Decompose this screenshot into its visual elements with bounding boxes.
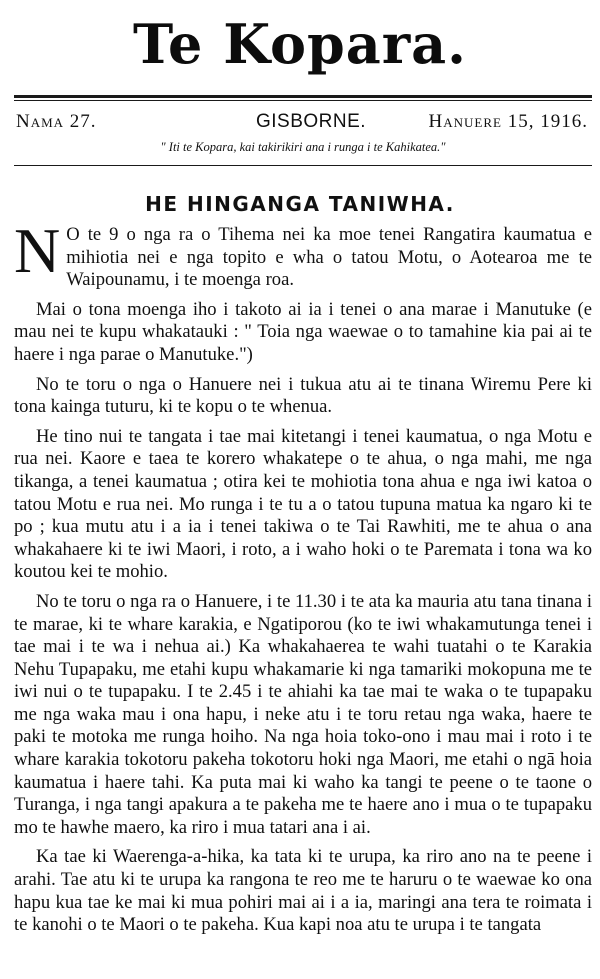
article-paragraph: No te toru o nga ra o Hanuere, i te 11.30 i te ata ka mauria atu tana tinana i te marae, ki te whare karakia, e Ngatiporou (ko te iwi whakamutunga tenei i tae mai i te wa i nehua ai.) Ka whakahaerea te wahi tuatahi o te Karakia Nehu Tupapaku, me etahi kupu whakamarie ki nga tamariki mokopuna me te iwi nui o te tupapaku. I te 2.45 i te ahiahi ka tae mai te waka o te tupapaku me nga waka mau i ona hapu, i neke atu i te toru retau nga waka, haere te paki te motoka me runga hoiho. Na nga hoia toko-ono i mau mai i roto i te whare karakia tokotoru pakeha tokotoru hoki nga Maori, me etahi o ngā hoia kaumatua i haere tahi. Ka puta mai ki waho ka tangi te peene o te taone o Turanga, i nga tangi apakura a te pakeha me te haere ano i mua o te tupapaku mo te hawhe maero, ka riro i mua tatari ana i ai. xyxy=(14,590,592,838)
article-paragraph: No te toru o nga o Hanuere nei i tukua atu ai te tinana Wiremu Pere ki tona kainga tuturu, ki te kopu o te whenua. xyxy=(14,373,592,418)
issue-line xyxy=(14,108,592,136)
article-paragraph: Ka tae ki Waerenga-a-hika, ka tata ki te urupa, ka riro ano na te peene i arahi. Tae atu ki te urupa ka rangona te reo me te haruru o te waewae ko ona hapu kua tae ke mai ki mua pohiri mai ai i a ia, maringi ana tera te roimata i te kanohi o te Maori o te pakeha. Kua kapi noa atu te urupa i te tangata xyxy=(14,846,592,936)
motto: " Iti te Kopara, kai takirikiri ana i runga i te Kahikatea." xyxy=(160,140,446,154)
drop-cap: N xyxy=(14,215,61,286)
article-paragraph: He tino nui te tangata i tae mai kitetangi i tenei kaumatua, o nga Motu e rua nei. Kaore e taea te korero whakatepe o te ahua, o nga mahi, me nga tikanga, a tenei kaumatua ; otira kei te mohiotia tona ahua e nga iwi katoa o tatou Motu e rua nei. Mo runga i te tu a o tatou tupuna matua ka ngaro ki te po ; kua mutu atu i a ia i tenei takiwa o te Tai Rawhiti, me te ahua o ana whakahaere ki te iwi Maori, i roto, a i waho hoki o te Paremata i tona wa ko koutou kei te mohio. xyxy=(14,425,592,583)
header-rule-bottom xyxy=(14,165,592,166)
masthead-rule-thin xyxy=(14,100,592,101)
issue-number: Nama 27. xyxy=(16,111,97,132)
issue-date: Hanuere 15, 1916. xyxy=(428,111,588,132)
article-paragraph xyxy=(14,215,592,292)
masthead-rule-thick xyxy=(14,95,592,98)
masthead-title: Te Kopara. xyxy=(133,12,467,76)
place-name: GISBORNE. xyxy=(256,111,367,132)
paragraph-text: O te 9 o nga ra o Tihema nei ka moe tenei Rangatira kaumatua e mihiotia nei e nga topito e wha o tatou Motu, o Aotearoa me te Waipounamu, i te moenga roa. xyxy=(66,224,592,291)
article-paragraph: Mai o tona moenga iho i takoto ai ia i tenei o ana marae i Manutuke (e mau nei te kupu whakatauki : " Toia nga waewae o to tamahine kia pai ai te haere i nga parae o Manutuke.") xyxy=(14,298,592,365)
article-headline: HE HINGANGA TANIWHA. xyxy=(145,192,455,216)
article-body xyxy=(14,215,592,944)
